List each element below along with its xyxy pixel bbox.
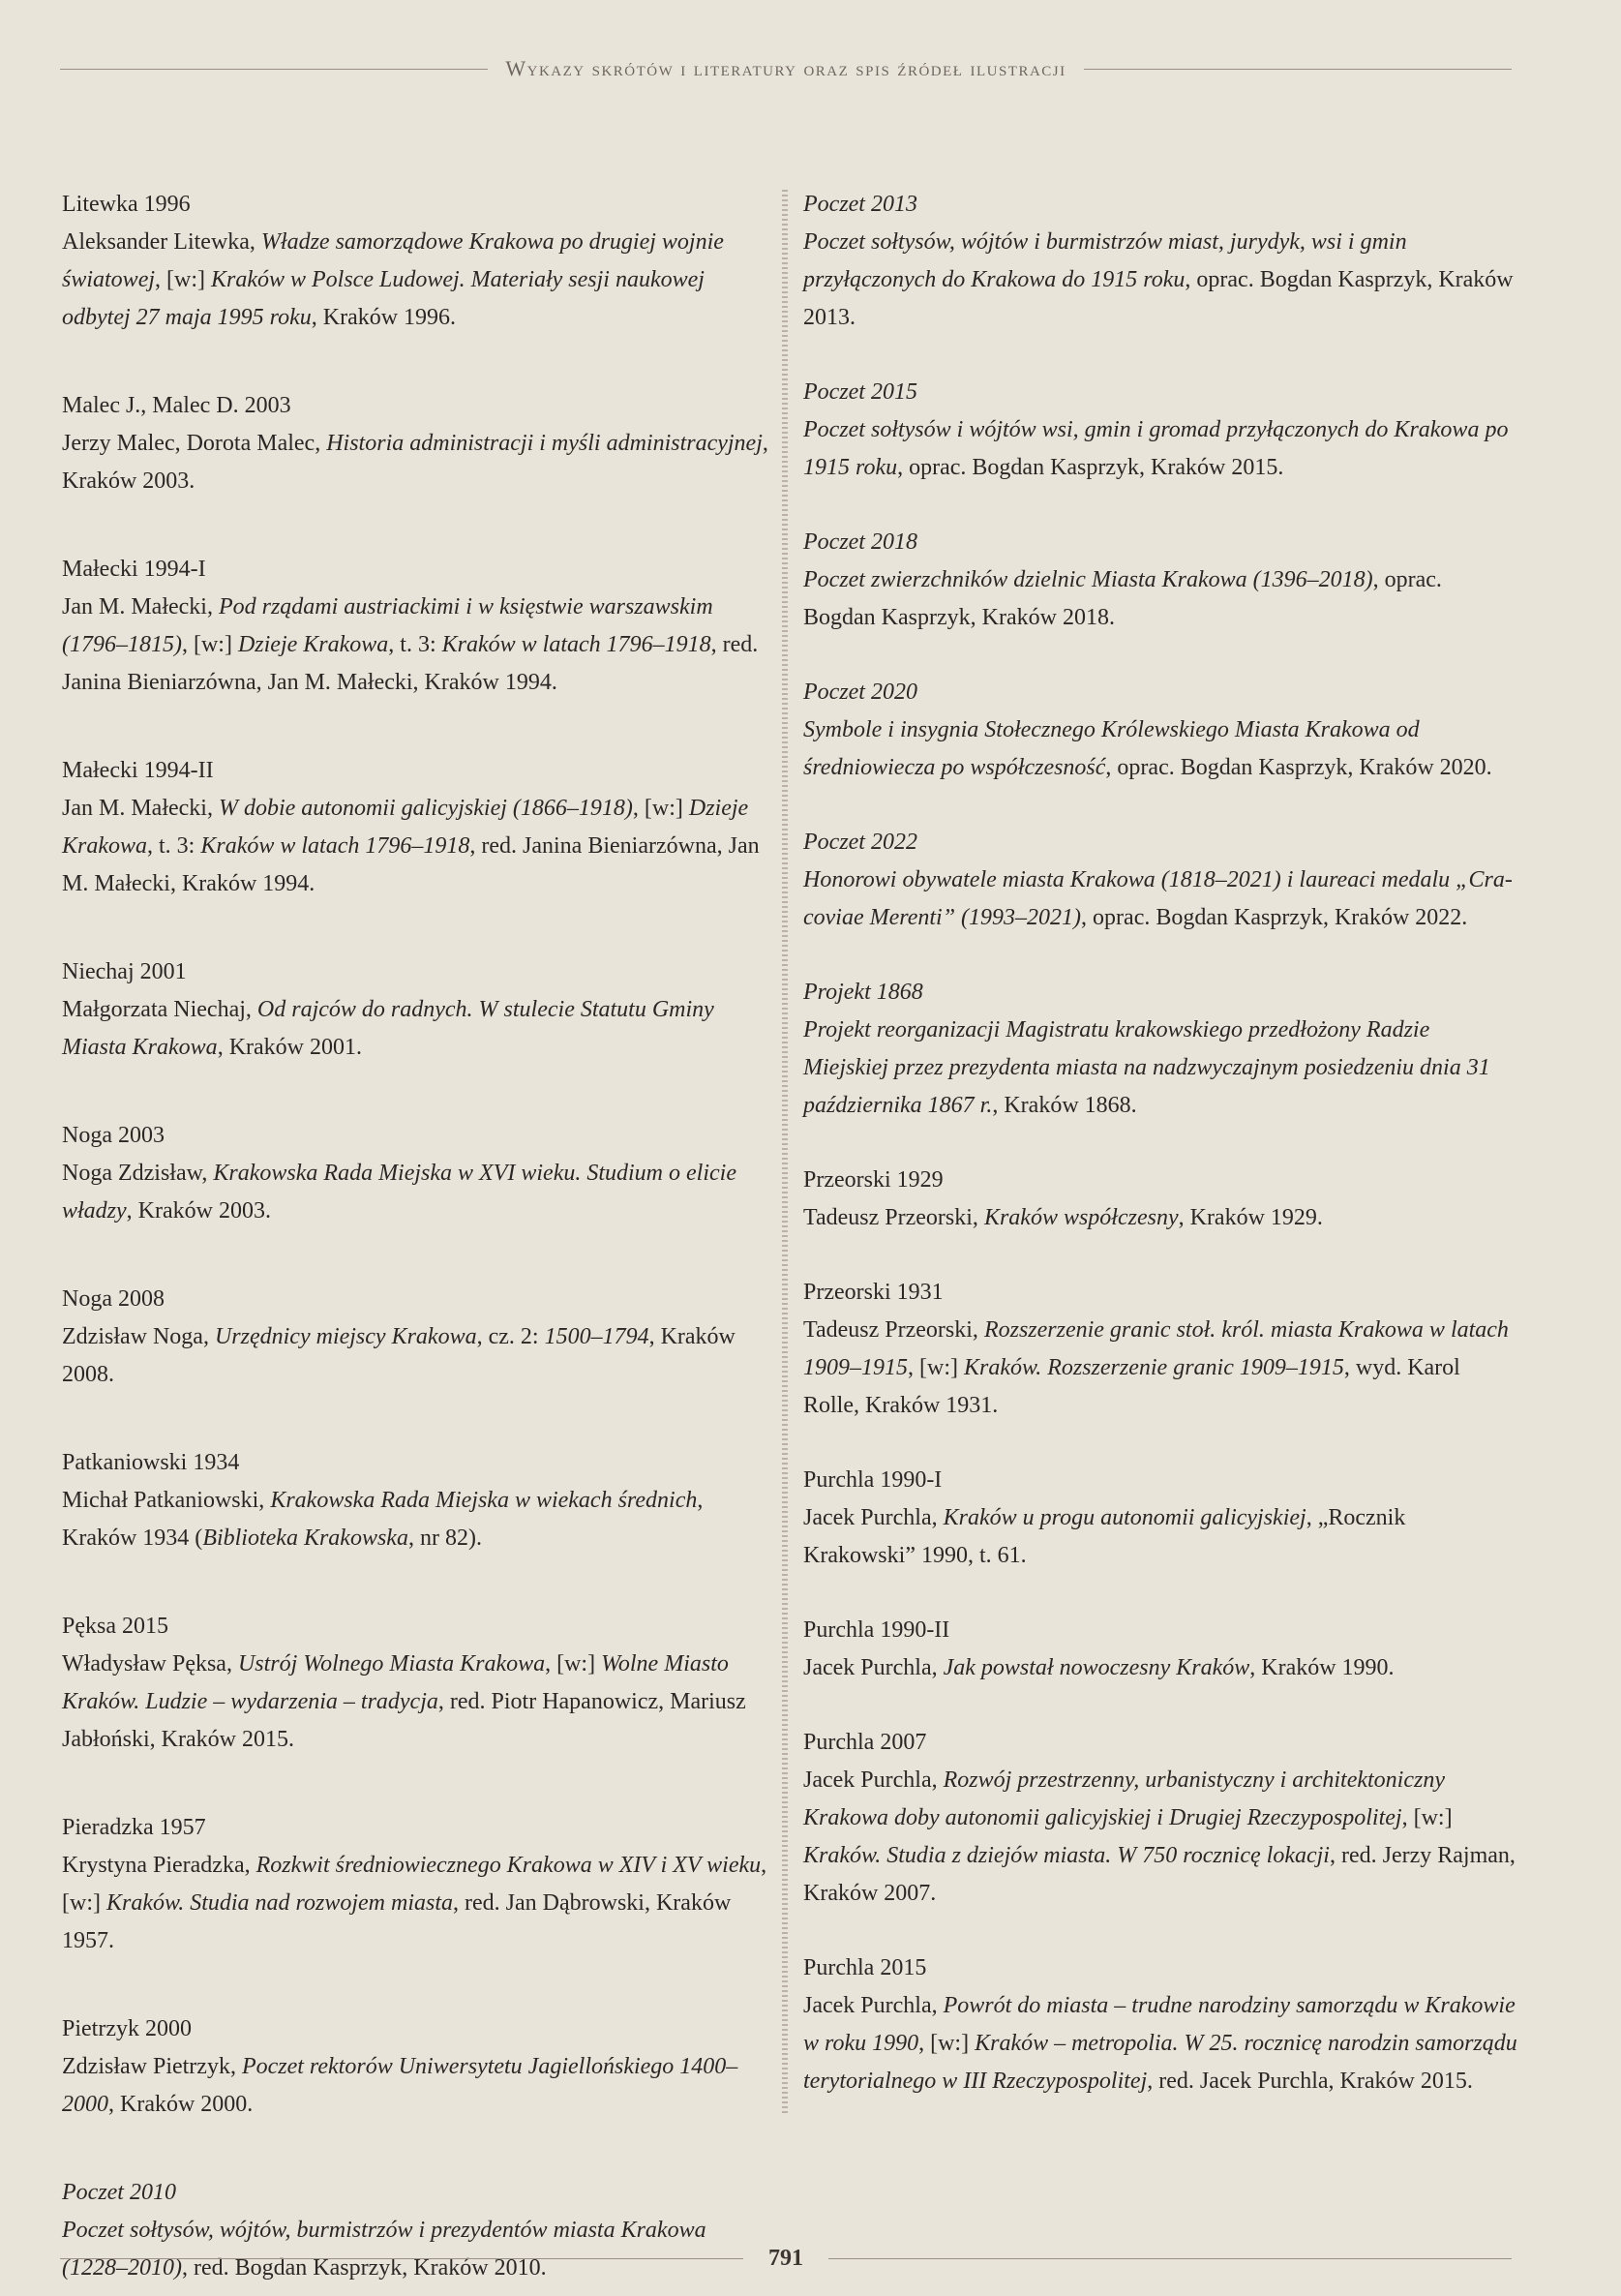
citation-text: , oprac. Bogdan Kasprzyk, Kraków 2013. — [803, 267, 1514, 330]
entry-citation — [62, 2048, 768, 2124]
citation-text: Jacek Purchla, — [803, 1767, 944, 1793]
citation-title: Krakowska Rada Miejska w wiekach średnich — [270, 1488, 698, 1513]
citation-text: , oprac. Bogdan Kasprzyk, Kraków 2018. — [803, 567, 1442, 630]
entry-key: Przeorski 1931 — [803, 1280, 944, 1305]
bibliography-entry — [62, 1608, 768, 1759]
entry-key: Malec J., Malec D. 2003 — [62, 393, 291, 418]
citation-title: W dobie autonomii galicyjskiej (1866–1918) — [218, 796, 633, 821]
citation-text: Noga Zdzisław, — [62, 1161, 214, 1186]
citation-text: , [w:] — [1401, 1805, 1453, 1830]
bibliography-entry — [62, 551, 768, 702]
citation-text: , Kraków 2001. — [217, 1035, 362, 1060]
bibliography-entry — [803, 524, 1519, 637]
citation-text: , red. Jerzy Rajman, Kraków 2007. — [803, 1843, 1516, 1906]
entry-citation — [803, 1012, 1519, 1125]
entry-key: Niechaj 2001 — [62, 959, 187, 984]
citation-title: Pod rządami austriackimi i w księstwie warszawskim (1796–1815) — [62, 594, 713, 657]
column-divider — [782, 190, 788, 2116]
citation-text: , [w:] — [545, 1651, 602, 1677]
citation-title: Poczet rektorów Uniwersytetu Jagiellońskiego 1400–2000 — [62, 2054, 738, 2117]
citation-title: Kraków w latach 1796–1918 — [441, 632, 711, 657]
bibliography-entry — [62, 752, 768, 903]
entry-key: Pietrzyk 2000 — [62, 2016, 192, 2041]
entry-key: Małecki 1994-II — [62, 758, 214, 783]
citation-text: Jerzy Malec, Dorota Malec, — [62, 431, 327, 456]
bibliography-entry — [62, 2010, 768, 2124]
citation-text: , red. Janina Bieniarzówna, Jan M. Małecki, Kraków 1994. — [62, 833, 760, 896]
entry-key: Małecki 1994-I — [62, 557, 206, 582]
citation-text: , t. 3: — [147, 833, 201, 859]
citation-title: Kraków w latach 1796–1918 — [200, 833, 470, 859]
entry-key: Pieradzka 1957 — [62, 1815, 206, 1840]
bibliography-entry — [803, 1274, 1519, 1425]
citation-text: , [w:] — [181, 632, 238, 657]
entry-key: Purchla 2015 — [803, 1955, 927, 1980]
right-column — [803, 186, 1519, 2100]
entry-key: Poczet 2022 — [803, 830, 917, 855]
entry-citation — [803, 411, 1519, 487]
citation-text: , [w:] — [632, 796, 689, 821]
citation-text: Tadeusz Przeorski, — [803, 1317, 984, 1343]
entry-citation — [803, 861, 1519, 937]
entry-citation — [803, 1312, 1519, 1425]
citation-text: , Kraków 2008. — [62, 1324, 735, 1387]
bibliography-entry — [803, 674, 1519, 787]
citation-title: 1500–1794 — [544, 1324, 649, 1349]
page-number: 791 — [768, 2245, 803, 2271]
citation-title: Wolne Miasto Kraków. Ludzie – wydarzenia – tradycja — [62, 1651, 729, 1714]
header-title: Wykazy skrótów i literatury oraz spis źródeł ilustracji — [505, 56, 1066, 80]
entry-key: Purchla 1990-II — [803, 1617, 950, 1643]
citation-title: Dzieje Krakowa — [62, 796, 749, 859]
citation-text: , „Rocznik Krakowski” 1990, t. 61. — [803, 1505, 1406, 1568]
entry-citation — [62, 589, 768, 702]
citation-text: , nr 82). — [407, 1526, 482, 1551]
bibliography-entry — [62, 1117, 768, 1230]
entry-key: Purchla 2007 — [803, 1730, 927, 1755]
entry-citation — [62, 790, 768, 903]
citation-text: , oprac. Bogdan Kasprzyk, Kraków 2020. — [1105, 755, 1492, 780]
citation-title: Honorowi obywatele miasta Krakowa (1818–2021) i laureaci medalu „Cracoviae Merenti” (1993–2021) — [803, 867, 1513, 930]
bibliography-entry — [62, 1444, 768, 1557]
citation-text: , Kraków 1934 ( — [62, 1488, 704, 1551]
bibliography-entry — [803, 1724, 1519, 1913]
entry-citation — [803, 1649, 1519, 1687]
entry-key: Poczet 2010 — [62, 2180, 176, 2205]
citation-text: , Kraków 2000. — [108, 2092, 254, 2117]
citation-text: Jan M. Małecki, — [62, 796, 219, 821]
entry-citation — [803, 1499, 1519, 1575]
citation-title: Krakowska Rada Miejska w XVI wieku. Studium o elicie władzy — [62, 1161, 736, 1224]
citation-title: Kraków. Rozszerzenie granic 1909–1915 — [963, 1355, 1344, 1380]
page-footer — [60, 2244, 1512, 2273]
citation-title: Historia administracji i myśli administracyjnej — [326, 431, 763, 456]
citation-title: Projekt reorganizacji Magistratu krakowskiego przedłożony Radzie Miejskiej przez prezydenta miasta na nadzwyczajnym posiedzeniu dnia 31 października 1867 r. — [803, 1017, 1490, 1118]
entry-key: Projekt 1868 — [803, 980, 923, 1005]
entry-citation — [803, 224, 1519, 337]
citation-title: Kraków współczesny — [983, 1205, 1179, 1230]
entry-citation — [62, 224, 768, 337]
citation-text: , Kraków 1868. — [992, 1093, 1137, 1118]
citation-title: Kraków. Studia z dziejów miasta. W 750 rocznicę lokacji — [803, 1843, 1330, 1868]
entry-citation — [62, 1482, 768, 1557]
citation-text: , t. 3: — [388, 632, 442, 657]
citation-title: Poczet sołtysów i wójtów wsi, gmin i gromad przyłączonych do Krakowa po 1915 roku — [803, 417, 1509, 480]
citation-title: Dzieje Krakowa — [237, 632, 389, 657]
citation-text: , [w:] — [155, 267, 211, 292]
citation-text: , [w:] — [62, 1853, 767, 1916]
citation-text: , Kraków 2003. — [62, 431, 768, 494]
entry-key: Poczet 2020 — [803, 680, 917, 705]
entry-key: Przeorski 1929 — [803, 1167, 944, 1193]
citation-text: Małgorzata Niechaj, — [62, 997, 257, 1022]
entry-citation — [62, 991, 768, 1067]
running-header — [60, 54, 1512, 83]
citation-title: Kraków w Polsce Ludowej. Materiały sesji naukowej odbytej 27 maja 1995 roku — [62, 267, 705, 330]
citation-text: Zdzisław Noga, — [62, 1324, 215, 1349]
citation-text: Jacek Purchla, — [803, 1505, 944, 1530]
citation-text: , Kraków 1929. — [1178, 1205, 1323, 1230]
entry-key: Purchla 1990-I — [803, 1467, 943, 1493]
citation-title: Od rajców do radnych. W stulecie Statutu Gminy Miasta Krakowa — [62, 997, 714, 1060]
citation-text: , red. Bogdan Kasprzyk, Kraków 2010. — [181, 2255, 547, 2281]
citation-text: , red. Jacek Purchla, Kraków 2015. — [1147, 2069, 1473, 2094]
bibliography-entry — [62, 387, 768, 500]
footer-rule-right — [828, 2258, 1512, 2259]
citation-text: , Kraków 2003. — [126, 1198, 271, 1224]
citation-title: Jak powstał nowoczesny Kraków — [943, 1655, 1250, 1680]
citation-title: Powrót do miasta – trudne narodziny samorządu w Krakowie w roku 1990 — [803, 1993, 1516, 2056]
citation-text: Krystyna Pieradzka, — [62, 1853, 256, 1878]
bibliography-entry — [803, 1162, 1519, 1237]
citation-text: Jacek Purchla, — [803, 1993, 944, 2018]
citation-text: Jan M. Małecki, — [62, 594, 219, 619]
entry-citation — [803, 1199, 1519, 1237]
left-column — [62, 186, 768, 2287]
citation-title: Kraków. Studia nad rozwojem miasta — [105, 1890, 454, 1916]
citation-title: Kraków u progu autonomii galicyjskiej — [943, 1505, 1306, 1530]
entry-key: Noga 2003 — [62, 1123, 165, 1148]
entry-citation — [62, 1155, 768, 1230]
citation-title: Rozwój przestrzenny, urbanistyczny i architektoniczny Krakowa doby autonomii galicyjskiej i Drugiej Rzeczypospolitej — [803, 1767, 1445, 1830]
header-rule-left — [60, 69, 488, 70]
entry-key: Poczet 2013 — [803, 192, 917, 217]
bibliography-entry — [803, 1462, 1519, 1575]
entry-key: Patkaniowski 1934 — [62, 1450, 240, 1475]
header-rule-right — [1084, 69, 1512, 70]
entry-key: Poczet 2018 — [803, 529, 917, 555]
citation-text: Władysław Pęksa, — [62, 1651, 238, 1677]
bibliography-entry — [62, 1809, 768, 1960]
citation-title: Ustrój Wolnego Miasta Krakowa — [237, 1651, 546, 1677]
citation-text: , cz. 2: — [476, 1324, 545, 1349]
citation-text: , Kraków 1996. — [311, 305, 457, 330]
bibliography-entry — [803, 824, 1519, 937]
citation-text: , red. Jan Dąbrowski, Kraków 1957. — [62, 1890, 732, 1953]
bibliography-entry — [62, 186, 768, 337]
citation-text: , [w:] — [908, 1355, 964, 1380]
citation-title: Władze samorządowe Krakowa po drugiej wojnie światowej — [62, 229, 724, 292]
entry-key: Noga 2008 — [62, 1286, 165, 1312]
entry-citation — [62, 425, 768, 500]
footer-rule-left — [60, 2258, 743, 2259]
citation-text: , Kraków 1990. — [1249, 1655, 1395, 1680]
citation-text: , red. Janina Bieniarzówna, Jan M. Małecki, Kraków 1994. — [62, 632, 759, 695]
entry-key: Pęksa 2015 — [62, 1614, 168, 1639]
bibliography-entry — [62, 953, 768, 1067]
bibliography-entry — [803, 374, 1519, 487]
citation-text: Jacek Purchla, — [803, 1655, 944, 1680]
citation-text: Michał Patkaniowski, — [62, 1488, 271, 1513]
entry-key: Litewka 1996 — [62, 192, 191, 217]
citation-text: Tadeusz Przeorski, — [803, 1205, 984, 1230]
citation-text: Aleksander Litewka, — [62, 229, 261, 255]
citation-title: Symbole i insygnia Stołecznego Królewskiego Miasta Krakowa od średniowiecza po współczesność — [803, 717, 1420, 780]
entry-citation — [62, 1847, 768, 1960]
citation-text: Zdzisław Pietrzyk, — [62, 2054, 242, 2079]
entry-citation — [803, 1762, 1519, 1913]
entry-citation — [803, 561, 1519, 637]
citation-text: , wyd. Karol Rolle, Kraków 1931. — [803, 1355, 1460, 1418]
bibliography-entry — [62, 1281, 768, 1394]
citation-text: , red. Piotr Hapanowicz, Mariusz Jabłoński, Kraków 2015. — [62, 1689, 746, 1752]
citation-title: Poczet zwierzchników dzielnic Miasta Krakowa (1396–2018) — [803, 567, 1373, 592]
bibliography-entry — [803, 974, 1519, 1125]
bibliography-entry — [803, 1612, 1519, 1687]
entry-citation — [803, 711, 1519, 787]
citation-text: , [w:] — [918, 2031, 976, 2056]
citation-title: Rozkwit średniowiecznego Krakowa w XIV i XV wieku — [255, 1853, 762, 1878]
entry-key: Poczet 2015 — [803, 379, 917, 405]
bibliography-entry — [803, 1949, 1519, 2100]
citation-title: Poczet sołtysów, wójtów, burmistrzów i prezydentów miasta Krakowa (1228–2010) — [62, 2218, 706, 2281]
citation-title: Kraków – metropolia. W 25. rocznicę narodzin samorządu terytorialnego w III Rzeczypospolitej — [803, 2031, 1517, 2094]
citation-title: Poczet sołtysów, wójtów i burmistrzów miast, jurydyk, wsi i gmin przyłączonych do Krakowa do 1915 roku — [803, 229, 1407, 292]
citation-title: Rozszerzenie granic stoł. król. miasta Krakowa w latach 1909–1915 — [803, 1317, 1509, 1380]
citation-text: , oprac. Bogdan Kasprzyk, Kraków 2015. — [897, 455, 1284, 480]
entry-citation — [62, 1646, 768, 1759]
bibliography-entry — [803, 186, 1519, 337]
entry-citation — [62, 1318, 768, 1394]
entry-citation — [803, 1987, 1519, 2100]
citation-title: Urzędnicy miejscy Krakowa — [214, 1324, 477, 1349]
citation-title: Biblioteka Krakowska — [202, 1526, 408, 1551]
citation-text: , oprac. Bogdan Kasprzyk, Kraków 2022. — [1081, 905, 1468, 930]
